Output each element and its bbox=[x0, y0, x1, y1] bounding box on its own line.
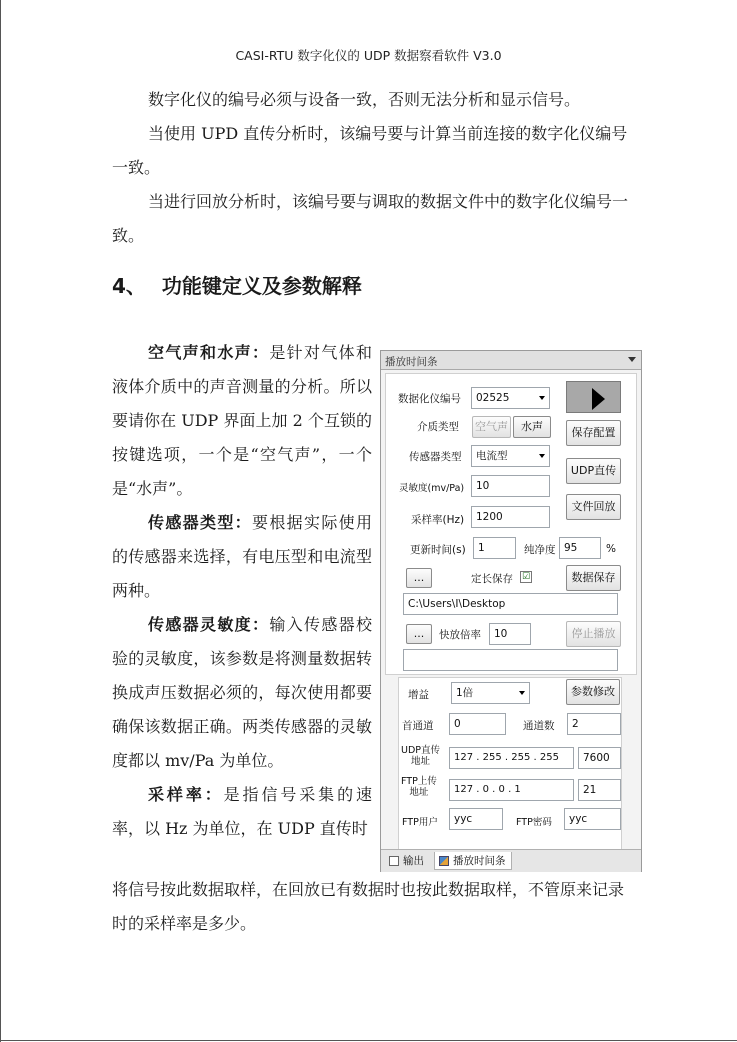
air-sound-button[interactable]: 空气声 bbox=[472, 416, 511, 438]
gain-label: 增益 bbox=[408, 689, 429, 701]
progress-field[interactable] bbox=[403, 649, 618, 671]
tab-timebar-label: 播放时间条 bbox=[453, 855, 506, 867]
file-playback-button[interactable]: 文件回放 bbox=[566, 494, 621, 520]
channel-count-input[interactable]: 2 bbox=[567, 713, 621, 735]
ftp-address-label bbox=[401, 776, 437, 798]
continuation-paragraph: 将信号按此数据取样，在回放已有数据时也按此数据取样，不管原来记录时的采样率是多少。 bbox=[112, 880, 625, 933]
udp-ip-input[interactable]: 127 . 255 . 255 . 255 bbox=[449, 747, 574, 769]
chevron-down-icon bbox=[539, 454, 545, 458]
medium-type-label: 介质类型 bbox=[417, 421, 459, 433]
definition-text: 要根据实际使用的传感器来选择，有电压型和电流型两种。 bbox=[112, 513, 372, 600]
ftp-address-label-line1: FTP上传 bbox=[401, 776, 437, 787]
ftp-user-label: FTP用户 bbox=[402, 817, 438, 828]
ftp-password-input[interactable]: yyc bbox=[564, 808, 621, 830]
definition-term: 传感器类型： bbox=[148, 513, 252, 532]
sample-rate-input[interactable]: 1200 bbox=[471, 506, 550, 528]
udp-address-label bbox=[401, 745, 440, 767]
chevron-down-icon bbox=[539, 396, 545, 400]
definitions-column bbox=[112, 336, 372, 846]
update-time-input[interactable]: 1 bbox=[473, 537, 516, 559]
sensor-type-value: 电流型 bbox=[476, 450, 508, 462]
save-config-button[interactable]: 保存配置 bbox=[566, 420, 621, 446]
intro-paragraph-2: 当使用 UPD 直传分析时，该编号要与计算当前连接的数字化仪编号一致。 bbox=[112, 124, 628, 177]
ftp-ip-input[interactable]: 127 . 0 . 0 . 1 bbox=[449, 779, 574, 801]
definition-text: 是针对气体和液体介质中的声音测量的分析。所以要请你在 UDP 界面上加 2 个互锁的按键选项，一个是“空气声”，一个是“水声”。 bbox=[112, 343, 372, 498]
section-heading bbox=[112, 270, 362, 299]
output-icon bbox=[389, 856, 399, 866]
sensitivity-input[interactable]: 10 bbox=[471, 475, 550, 497]
ftp-address-label-line2: 地址 bbox=[409, 787, 429, 798]
udp-address-label-line1: UDP直传 bbox=[401, 745, 440, 756]
page-header: CASI-RTU 数字化仪的 UDP 数据察看软件 V3.0 bbox=[235, 48, 502, 63]
intro-paragraph-3: 当进行回放分析时，该编号要与调取的数据文件中的数字化仪编号一致。 bbox=[112, 192, 629, 245]
timebar-icon bbox=[439, 856, 449, 866]
udp-port-input[interactable]: 7600 bbox=[578, 747, 621, 769]
section-title: 功能键定义及参数解释 bbox=[161, 274, 362, 298]
page-border-left bbox=[0, 0, 1, 1042]
tab-output-label: 输出 bbox=[403, 855, 424, 867]
update-time-label: 更新时间(s) bbox=[410, 544, 466, 556]
stop-play-button[interactable]: 停止播放 bbox=[566, 621, 621, 647]
panel-dropdown-icon[interactable] bbox=[628, 357, 636, 362]
digitizer-select[interactable] bbox=[471, 387, 550, 409]
first-channel-label: 首通道 bbox=[402, 720, 434, 732]
param-modify-button[interactable]: 参数修改 bbox=[566, 679, 620, 705]
page-border-bottom bbox=[0, 1040, 737, 1041]
ftp-password-label: FTP密码 bbox=[516, 817, 552, 828]
bottom-tab-bar bbox=[381, 849, 641, 872]
digitizer-value: 02525 bbox=[476, 392, 510, 404]
definition-paragraph bbox=[112, 336, 372, 506]
definition-text: 是指信号采集的速率，以 Hz 为单位，在 UDP 直传时 bbox=[112, 785, 372, 838]
intro-paragraph-1: 数字化仪的编号必须与设备一致，否则无法分析和显示信号。 bbox=[148, 90, 581, 109]
ftp-port-input[interactable]: 21 bbox=[578, 779, 621, 801]
panel-title: 播放时间条 bbox=[385, 356, 438, 368]
purity-unit: % bbox=[606, 543, 616, 555]
definition-text: 输入传感器校验的灵敏度，该参数是将测量数据转换成声压数据必须的，每次使用都要确保该数据正确。两类传感器的灵敏度都以 mv/Pa 为单位。 bbox=[112, 615, 372, 770]
browse-path-button[interactable]: ... bbox=[406, 568, 432, 588]
water-sound-button[interactable]: 水声 bbox=[513, 416, 551, 438]
fast-play-rate-input[interactable]: 10 bbox=[489, 623, 531, 645]
panel-title-bar bbox=[381, 351, 641, 370]
tab-timebar[interactable] bbox=[434, 852, 512, 870]
data-save-button[interactable]: 数据保存 bbox=[566, 565, 621, 591]
chevron-down-icon bbox=[519, 691, 525, 695]
gain-select[interactable] bbox=[451, 682, 530, 704]
fixed-length-save-label: 定长保存 bbox=[471, 573, 513, 585]
tab-output[interactable] bbox=[385, 852, 433, 870]
gain-value: 1倍 bbox=[456, 687, 474, 699]
section-number: 4、 bbox=[112, 274, 146, 298]
definition-term: 传感器灵敏度： bbox=[148, 615, 270, 634]
definition-paragraph bbox=[112, 608, 372, 778]
save-path-input[interactable]: C:\Users\I\Desktop bbox=[403, 593, 618, 615]
channel-count-label: 通道数 bbox=[523, 720, 555, 732]
sensitivity-label: 灵敏度(mv/Pa) bbox=[399, 483, 465, 494]
digitizer-label: 数据化仪编号 bbox=[398, 393, 461, 405]
browse-file-button[interactable]: ... bbox=[406, 624, 432, 644]
sample-rate-label: 采样率(Hz) bbox=[411, 514, 465, 526]
first-channel-input[interactable]: 0 bbox=[449, 713, 506, 735]
purity-input[interactable]: 95 bbox=[559, 537, 601, 559]
sensor-type-select[interactable] bbox=[471, 445, 550, 467]
definition-paragraph bbox=[112, 506, 372, 608]
fixed-length-save-checkbox[interactable]: ☑ bbox=[521, 572, 531, 582]
play-icon bbox=[592, 388, 605, 410]
sensor-type-label: 传感器类型 bbox=[409, 451, 462, 463]
definition-term: 空气声和水声： bbox=[148, 343, 270, 362]
udp-address-label-line2: 地址 bbox=[410, 756, 430, 767]
definition-term: 采样率： bbox=[148, 785, 224, 804]
definition-paragraph bbox=[112, 778, 372, 846]
fast-play-rate-label: 快放倍率 bbox=[439, 629, 481, 641]
play-button[interactable] bbox=[566, 381, 621, 413]
playback-panel bbox=[380, 350, 642, 872]
ftp-user-input[interactable]: yyc bbox=[449, 808, 503, 830]
udp-direct-button[interactable]: UDP直传 bbox=[566, 458, 621, 484]
purity-label: 纯净度 bbox=[524, 544, 556, 556]
